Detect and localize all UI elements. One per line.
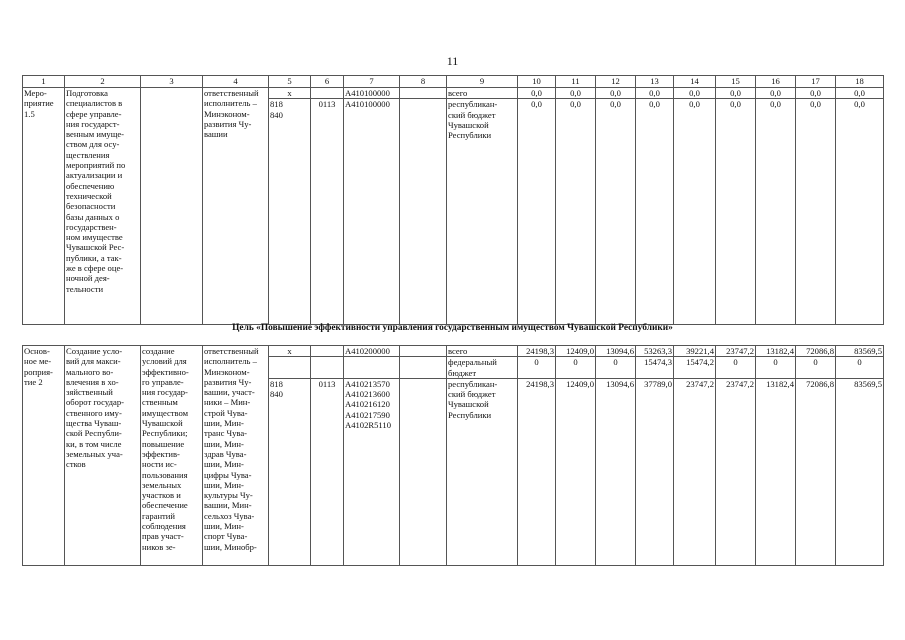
budget-table-bottom <box>22 345 884 566</box>
event-executor: ответственный исполнитель – Минэконом- развития Чу- вашии, участ- ники – Мин- строй Чува- шии, Мин- транс Чува- шии, Мин- здрав Чува- шии, Мин- цифры Чува- шии, Мин- культуры Чу- вашии, Мин- сельхоз Чува- шии, Мин- спорт Чува- шии, Минобр- <box>203 346 269 566</box>
table-cell: 0 <box>518 357 556 379</box>
table-cell: А410100000 <box>344 88 400 99</box>
col-header: 13 <box>636 76 674 88</box>
col-header: 17 <box>796 76 836 88</box>
table-cell: 818 840 <box>269 378 311 565</box>
table-cell: 0 <box>756 357 796 379</box>
table-cell: 0113 <box>311 99 344 325</box>
goal-heading: Цель «Повышение эффективности управления государственным имуществом Чувашской Республики» <box>232 323 673 333</box>
table-cell: 0 <box>556 357 596 379</box>
table-cell: 0,0 <box>836 88 884 99</box>
table-cell: 37789,0 <box>636 378 674 565</box>
col-header: 5 <box>269 76 311 88</box>
table-cell: всего <box>447 346 518 357</box>
table-cell: 0,0 <box>556 88 596 99</box>
table-cell: 83569,5 <box>836 346 884 357</box>
table-cell: 0 <box>796 357 836 379</box>
table-cell: 0,0 <box>674 99 716 325</box>
table-cell: 0,0 <box>518 88 556 99</box>
table-cell: 15474,3 <box>636 357 674 379</box>
table-cell: 0,0 <box>674 88 716 99</box>
table-cell <box>400 378 447 565</box>
col-header: 1 <box>23 76 65 88</box>
event-goal <box>141 88 203 325</box>
table-cell: 0,0 <box>596 88 636 99</box>
table-cell: 0,0 <box>756 99 796 325</box>
table-cell: 24198,3 <box>518 346 556 357</box>
table-cell: 0113 <box>311 378 344 565</box>
col-header: 9 <box>447 76 518 88</box>
table-cell: 0,0 <box>716 88 756 99</box>
table-cell: республикан- ский бюджет Чувашской Республики <box>447 378 518 565</box>
col-header: 6 <box>311 76 344 88</box>
table-cell <box>400 357 447 379</box>
col-header: 3 <box>141 76 203 88</box>
col-header: 18 <box>836 76 884 88</box>
table-cell: федеральный бюджет <box>447 357 518 379</box>
col-header: 10 <box>518 76 556 88</box>
col-header: 4 <box>203 76 269 88</box>
table-cell: 0,0 <box>636 99 674 325</box>
table-cell: 53263,3 <box>636 346 674 357</box>
table-cell: всего <box>447 88 518 99</box>
table-cell: 23747,2 <box>674 378 716 565</box>
table-cell: 72086,8 <box>796 346 836 357</box>
col-header: 7 <box>344 76 400 88</box>
table-cell: 0,0 <box>636 88 674 99</box>
table-cell: 13182,4 <box>756 346 796 357</box>
table-cell: 0 <box>596 357 636 379</box>
table-cell: 39221,4 <box>674 346 716 357</box>
event-name: Подготовка специалистов в сфере управле- ния государст- венным имуще- ством для осу- ществления мероприятий по актуализации и обеспечению технической безопасности базы данных о государствен- ном имуществе Чувашской Рес- публики, а так- же в сфере оце- ночной дея- тельности <box>65 88 141 325</box>
col-header: 11 <box>556 76 596 88</box>
col-header: 14 <box>674 76 716 88</box>
event-label: Меро- приятие 1.5 <box>23 88 65 325</box>
budget-table-top <box>22 75 884 325</box>
page-number: 11 <box>446 54 459 68</box>
table-cell: 23747,2 <box>716 346 756 357</box>
table-cell <box>269 357 311 379</box>
table-cell <box>400 99 447 325</box>
table-cell: x <box>269 88 311 99</box>
table-cell: А410213570 А410213600 А410216120 А410217590 А4102R5110 <box>344 378 400 565</box>
table-cell: 83569,5 <box>836 378 884 565</box>
event-name: Создание усло- вий для макси- мального во- влечения в хо- зяйственный оборот государ- ственного иму- щества Чуваш- ской Республи- ки, в том числе земельных уча- стков <box>65 346 141 566</box>
table-row <box>23 88 884 99</box>
table-cell: 0,0 <box>836 99 884 325</box>
table-cell <box>400 346 447 357</box>
table-cell <box>311 346 344 357</box>
table-cell: 818 840 <box>269 99 311 325</box>
table-cell: 12409,0 <box>556 378 596 565</box>
col-header: 2 <box>65 76 141 88</box>
table-cell: 15474,2 <box>674 357 716 379</box>
table-cell: 0,0 <box>796 88 836 99</box>
table-row <box>23 346 884 357</box>
table-cell: 13094,6 <box>596 346 636 357</box>
table-cell: А410200000 <box>344 346 400 357</box>
table-cell: 23747,2 <box>716 378 756 565</box>
table-cell <box>400 88 447 99</box>
table-cell: 72086,8 <box>796 378 836 565</box>
table-cell: 0,0 <box>556 99 596 325</box>
col-header: 16 <box>756 76 796 88</box>
table-cell: 0 <box>836 357 884 379</box>
table-cell: 13094,6 <box>596 378 636 565</box>
table-cell: 0 <box>716 357 756 379</box>
table-cell: А410100000 <box>344 99 400 325</box>
col-header: 12 <box>596 76 636 88</box>
col-header: 15 <box>716 76 756 88</box>
table-cell: 0,0 <box>596 99 636 325</box>
table-cell: 13182,4 <box>756 378 796 565</box>
table-cell: 0,0 <box>518 99 556 325</box>
col-header: 8 <box>400 76 447 88</box>
table-cell: республикан- ский бюджет Чувашской Республики <box>447 99 518 325</box>
table-cell <box>311 357 344 379</box>
table-cell: 0,0 <box>716 99 756 325</box>
event-label: Основ- ное ме- роприя- тие 2 <box>23 346 65 566</box>
table-cell <box>344 357 400 379</box>
table-cell: 0,0 <box>796 99 836 325</box>
table-cell: 12409,0 <box>556 346 596 357</box>
table-cell: 24198,3 <box>518 378 556 565</box>
event-goal: создание условий для эффективно- го управле- ния государ- ственным имуществом Чувашской Республики; повышение эффектив- ности ис- пользования земельных участков и обеспечение гарантий соблюдения прав участ- ников зе- <box>141 346 203 566</box>
table-cell: 0,0 <box>756 88 796 99</box>
table-cell <box>311 88 344 99</box>
column-header-row <box>23 76 884 88</box>
event-executor: ответственный исполнитель – Минэконом- развития Чу- вашии <box>203 88 269 325</box>
table-cell: x <box>269 346 311 357</box>
